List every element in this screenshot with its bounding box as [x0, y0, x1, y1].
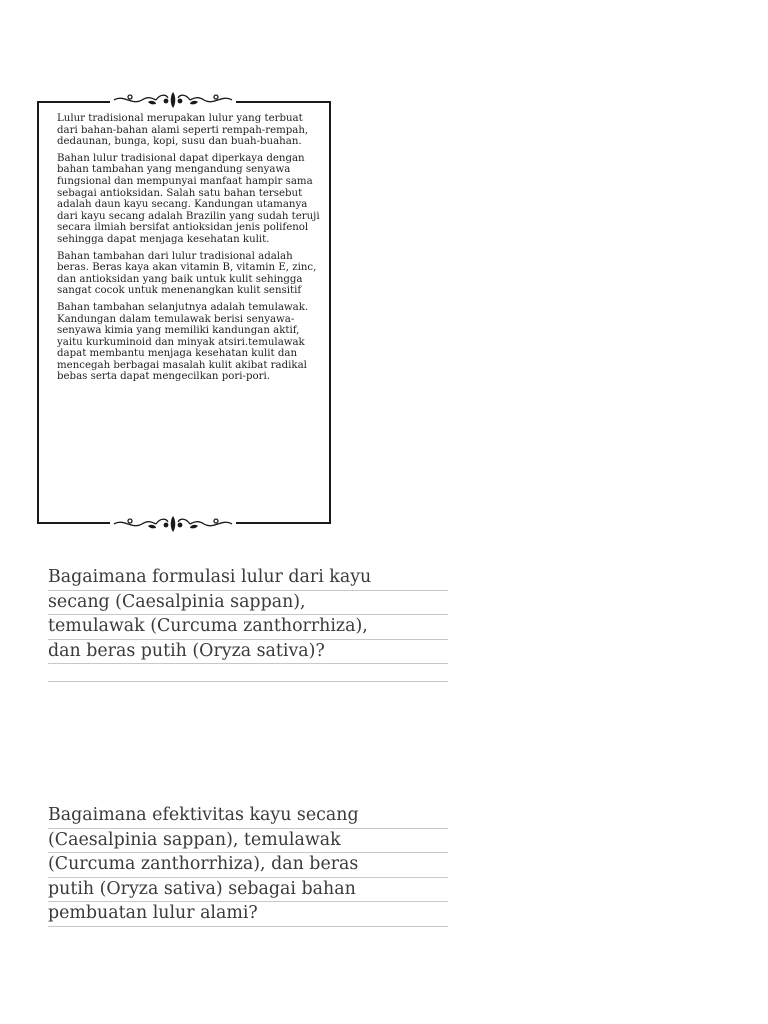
info-paragraph-1: Lulur tradisional merupakan lulur yang terbuat dari bahan-bahan alami seperti rempah-rempah, dedaunan, bunga, kopi, susu dan buah-buahan. [57, 113, 309, 148]
question-line: dan beras putih (Oryza sativa)? [48, 640, 448, 665]
question-effectiveness [48, 804, 448, 927]
question-line: Bagaimana formulasi lulur dari kayu [48, 566, 448, 591]
question-line: secang (Caesalpinia sappan), [48, 591, 448, 616]
question-line: (Caesalpinia sappan), temulawak [48, 829, 448, 854]
question-line: (Curcuma zanthorrhiza), dan beras [48, 853, 448, 878]
info-box-text [57, 113, 325, 388]
flourish-ornament-top-icon [110, 90, 236, 110]
question-formulation [48, 566, 448, 664]
info-paragraph-4: Bahan tambahan selanjutnya adalah temulawak. Kandungan dalam temulawak berisi senyawa-senyawa kimia yang memiliki kandungan aktif, yaitu kurkuminoid dan minyak atsiri.temulawak dapat membantu menjaga kesehatan kulit dan mencegah berbagai masalah kulit akibat radikal bebas serta dapat mengecilkan pori-pori. [57, 301, 309, 383]
divider-rule [48, 681, 448, 682]
question-line: pembuatan lulur alami? [48, 902, 448, 927]
info-paragraph-2: Bahan lulur tradisional dapat diperkaya dengan bahan tambahan yang mengandung senyawa fungsional dan mempunyai manfaat hampir sama sebagai antioksidan. Salah satu bahan tersebut adalah daun kayu secang. Kandungan utamanya dari kayu secang adalah Brazilin yang sudah teruji secara ilmiah bersifat antioksidan jenis polifenol sehingga dapat menjaga kesehatan kulit. [57, 152, 320, 245]
info-paragraph-3: Bahan tambahan dari lulur tradisional adalah beras. Beras kaya akan vitamin B, vitamin E, zinc, dan antioksidan yang baik untuk kulit sehingga sangat cocok untuk menenangkan kulit sensitif [57, 250, 317, 297]
question-line: temulawak (Curcuma zanthorrhiza), [48, 615, 448, 640]
flourish-ornament-bottom-icon [110, 514, 236, 534]
question-line: Bagaimana efektivitas kayu secang [48, 804, 448, 829]
question-line: putih (Oryza sativa) sebagai bahan [48, 878, 448, 903]
